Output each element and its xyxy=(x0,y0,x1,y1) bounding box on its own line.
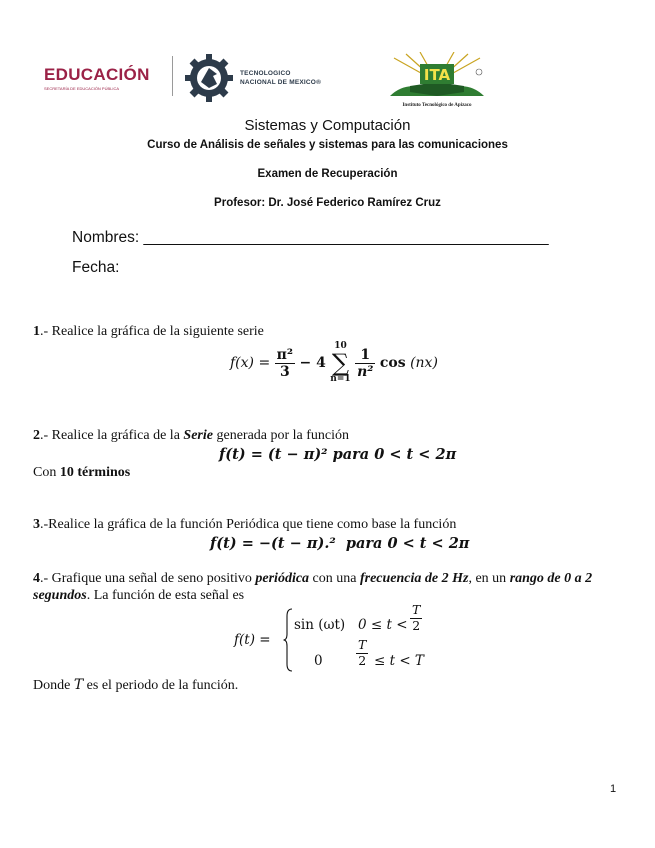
logo-divider xyxy=(172,56,173,96)
piecewise-lhs: f(t) = xyxy=(234,632,271,648)
ita-logo-caption: Instituto Tecnológico de Apizaco xyxy=(402,103,472,108)
question-2-number: 2 xyxy=(33,428,40,443)
date-field[interactable] xyxy=(72,259,119,277)
question-1-formula xyxy=(230,342,438,394)
case-1-expression: sin (ωt) xyxy=(294,617,346,633)
educacion-logo-text: EDUCACIÓN xyxy=(44,65,150,84)
question-3-text: 3.-Realice la gráfica de la función Periódica que tiene como base la función xyxy=(33,517,457,532)
question-3-formula: f(t) = −(t − π).² para 0 < t < 2π xyxy=(210,535,470,552)
date-label: Fecha: xyxy=(72,259,120,276)
formula-lhs: f(x) = xyxy=(230,355,275,371)
tecnm-logo-line2: NACIONAL DE MEXICO® xyxy=(240,79,322,86)
names-field[interactable] xyxy=(72,229,549,247)
names-label: Nombres: xyxy=(72,229,140,246)
summation: 10 ∑ n=1 xyxy=(330,341,351,384)
case-2-fraction: $\frac{T}{2}$ xyxy=(358,637,367,668)
question-2-text: 2.- Realice la gráfica de la Serie generada por la función xyxy=(33,428,350,443)
formula-cos-arg: (nx) xyxy=(405,355,438,371)
educacion-logo xyxy=(44,66,162,96)
question-1-number: 1 xyxy=(33,324,40,339)
case-1-condition: 0 ≤ t < xyxy=(358,617,408,633)
case-2-expression: 0 xyxy=(314,653,323,669)
course-title: Curso de Análisis de señales y sistemas para las comunicaciones xyxy=(147,139,508,151)
ita-emblem-icon xyxy=(384,52,490,102)
case-1-fraction: $\frac{T}{2}$ xyxy=(412,602,421,633)
question-2-terms-count: 10 términos xyxy=(59,465,131,480)
department-title: Sistemas y Computación xyxy=(244,117,411,134)
gear-eagle-icon xyxy=(183,52,235,104)
names-blank-line[interactable]: _______________________________________________ xyxy=(143,229,549,246)
formula-fraction-pi: $\frac{\text{π²}}{3}$ xyxy=(276,346,294,380)
question-2-formula: f(t) = (t − π)² para 0 < t < 2π xyxy=(219,446,457,463)
professor-line: Profesor: Dr. José Federico Ramírez Cruz xyxy=(214,197,441,209)
question-1-text: 1.- Realice la gráfica de la siguiente serie xyxy=(33,324,264,339)
tecnm-logo-line1: TECNOLOGICO xyxy=(240,70,291,77)
question-4-text: 4.- Grafique una señal de seno positivo periódica con una frecuencia de 2 Hz, en un rango de 0 a 2 segundos. La función de esta señal es xyxy=(33,571,593,603)
page-number: 1 xyxy=(610,783,617,795)
tecnm-logo xyxy=(183,52,323,104)
question-4-where: Donde T es el periodo de la función. xyxy=(33,677,239,693)
question-2-emphasis: Serie xyxy=(183,428,213,443)
educacion-logo-subtext: SECRETARÍA DE EDUCACIÓN PÚBLICA xyxy=(44,86,120,91)
question-3-number: 3 xyxy=(33,517,40,532)
exam-title: Examen de Recuperación xyxy=(257,168,398,180)
question-4-number: 4 xyxy=(33,571,40,586)
question-2-terms: Con 10 términos xyxy=(33,465,131,480)
question-4-formula xyxy=(234,602,434,674)
formula-minus-four: − 4 xyxy=(299,355,326,371)
ita-logo-letters: ITA xyxy=(423,66,451,84)
case-2-condition: ≤ t < T xyxy=(374,653,424,669)
left-brace-icon xyxy=(283,608,293,672)
ita-logo xyxy=(384,52,490,112)
formula-cos: cos xyxy=(379,355,406,371)
formula-fraction-n: $\frac{1}{\text{n²}}$ xyxy=(357,346,374,380)
